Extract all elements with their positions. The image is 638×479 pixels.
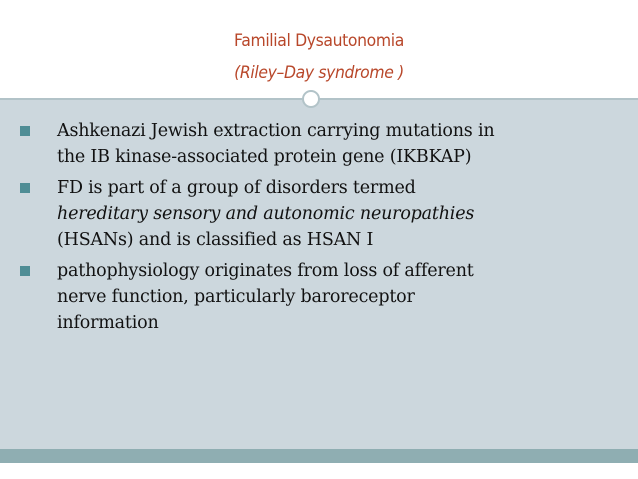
bullet-line: FD is part of a group of disorders termed: [57, 178, 416, 198]
bullet-line: pathophysiology originates from loss of afferent: [57, 261, 474, 281]
square-bullet-icon: [20, 266, 30, 276]
bullet-item: [20, 118, 620, 170]
square-bullet-icon: [20, 183, 30, 193]
slide-title: Familial Dysautonomia: [234, 31, 404, 51]
bullet-line: (HSANs) and is classified as HSAN I: [57, 230, 374, 250]
footer-strip: [0, 463, 638, 479]
bullet-list: [20, 118, 620, 341]
bullet-line: Ashkenazi Jewish extraction carrying mutations in: [57, 121, 495, 141]
footer-band: [0, 449, 638, 463]
slide-subtitle: (Riley–Day syndrome ): [234, 63, 404, 83]
bullet-line: information: [57, 313, 159, 333]
bullet-line: the IB kinase-associated protein gene (IKBKAP): [57, 147, 472, 167]
title-area: [0, 0, 638, 98]
bullet-item: [20, 258, 620, 336]
bullet-line-italic: hereditary sensory and autonomic neuropathies: [57, 204, 475, 224]
bullet-line: nerve function, particularly baroreceptor: [57, 287, 415, 307]
bullet-item: [20, 175, 620, 253]
square-bullet-icon: [20, 126, 30, 136]
divider-circle-icon: [302, 90, 320, 108]
